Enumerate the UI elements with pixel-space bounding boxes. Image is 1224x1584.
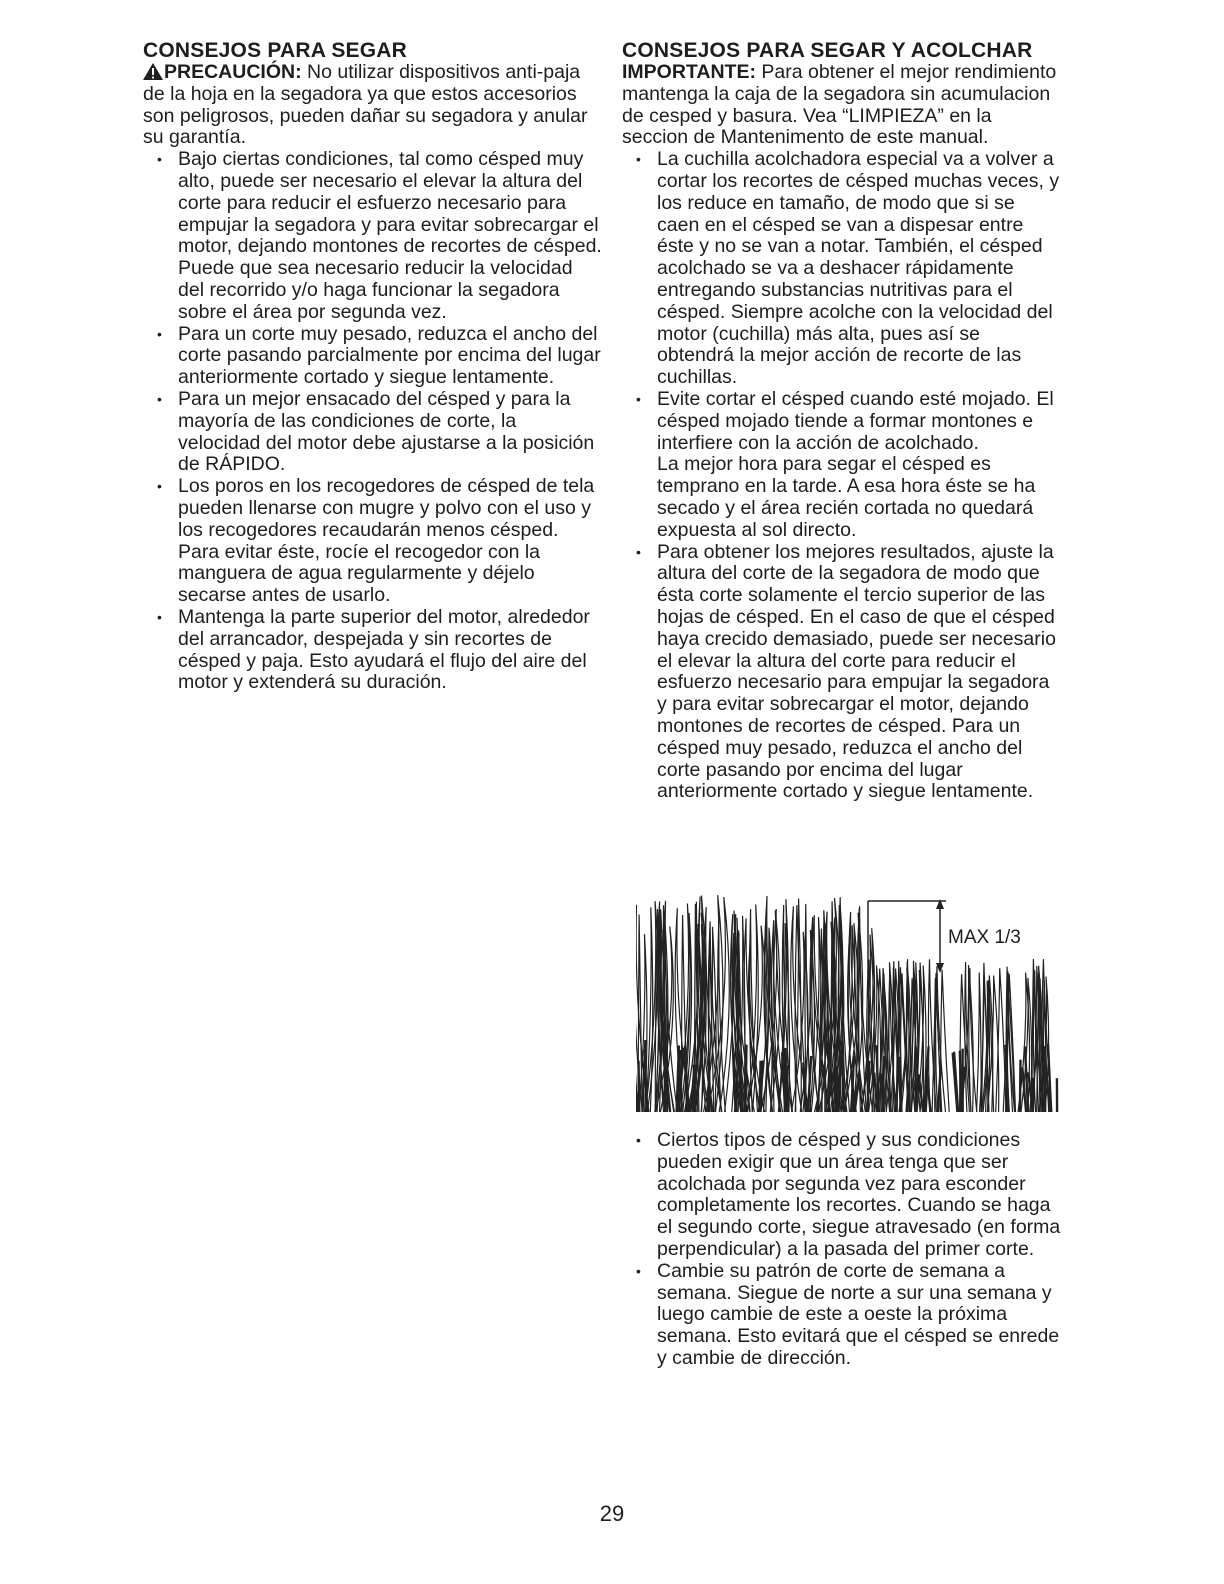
page-number: 29	[599, 1501, 625, 1526]
max-one-third-label: MAX 1/3	[948, 927, 1021, 948]
important-text: Para obtener el mejor rendimiento mantenga la caja de la segadora sin acumulacion de cesped y basura. Vea “LIMPIEZA” en la seccion de Mantenimento de este manual.	[622, 61, 1057, 149]
right-column	[622, 40, 1062, 803]
bullet-icon: •	[636, 1132, 641, 1148]
list-item	[143, 149, 603, 323]
left-column	[143, 40, 603, 694]
section-heading-mulching-tips: CONSEJOS PARA SEGAR Y ACOLCHAR	[622, 39, 1033, 62]
list-item-text: Para un corte muy pesado, reduzca el ancho del corte pasando parcialmente por encima del lugar anteriormente cortado y siegue lentamente.	[178, 322, 601, 389]
right-column-lower	[622, 1130, 1062, 1370]
bullet-icon: •	[157, 151, 162, 168]
grass-base-stroke	[664, 1044, 665, 1112]
bullet-icon: •	[636, 390, 641, 407]
grass-blade	[940, 970, 949, 1112]
grass-base-stroke	[733, 1054, 736, 1112]
list-item-text: Mantenga la parte superior del motor, alrededor del arrancador, despejada y sin recortes de césped y paja. Esto ayudará el flujo del aire del motor y extenderá su duración.	[178, 605, 590, 694]
list-item	[622, 1130, 1062, 1261]
grass-base-stroke	[881, 1074, 883, 1113]
list-item	[143, 607, 603, 694]
grass-base-stroke	[745, 1045, 746, 1112]
list-item	[622, 1261, 1062, 1370]
list-item-text: Para un mejor ensacado del césped y para la mayoría de las condiciones de corte, la velocidad del motor debe ajustarse a la posición de RÁPIDO.	[178, 387, 595, 476]
list-item-text: Bajo ciertas condiciones, tal como césped muy alto, puede ser necesario el elevar la altura del corte para reducir el esfuerzo necesario para empujar la segadora y para evitar sobrecargar el motor, dejando montones de recortes de césped. Puede que sea necesario reducir la velocidad del recorrido y/o haga funcionar la segadora sobre el área por segunda vez.	[178, 148, 602, 323]
left-bullet-list	[143, 149, 603, 694]
right-bullet-list-lower	[622, 1130, 1062, 1370]
list-item	[622, 389, 1062, 542]
right-bullet-list	[622, 149, 1062, 803]
warning-triangle-icon	[143, 63, 163, 80]
list-item	[622, 149, 1062, 389]
list-item	[622, 542, 1062, 804]
bullet-icon: •	[157, 390, 162, 407]
caution-paragraph	[143, 62, 603, 149]
bullet-icon: •	[157, 325, 162, 342]
list-item-text: Ciertos tipos de césped y sus condiciones pueden exigir que un área tenga que ser acolchada por segunda vez para esconder completamente los recortes. Cuando se haga el segundo corte, siegue atravesado (en forma perpendicular) a la pasada del primer corte.	[657, 1129, 1061, 1260]
list-item-text: La mejor hora para segar el césped es temprano en la tarde. A esa hora éste se ha secado y el área recién cortada no quedará expuesta al sol directo.	[657, 453, 1036, 541]
list-item	[143, 476, 603, 607]
important-label: IMPORTANTE:	[622, 61, 756, 83]
caution-label: PRECAUCIÓN:	[164, 61, 302, 83]
list-item	[143, 389, 603, 476]
grass-height-illustration	[636, 889, 1062, 1112]
bullet-icon: •	[636, 1262, 641, 1279]
bullet-icon: •	[157, 608, 162, 625]
bullet-icon: •	[636, 151, 641, 168]
bullet-icon: •	[157, 478, 162, 495]
list-item	[143, 324, 603, 389]
grass-base-stroke	[1020, 1060, 1021, 1112]
grass-base-stroke	[1045, 1046, 1046, 1112]
grass-base-stroke	[760, 1061, 761, 1112]
list-item-text: Evite cortar el césped cuando esté mojado. El césped mojado tiende a formar montones e interfiere con la acción de acolchado.	[657, 387, 1054, 454]
list-item-text: Para obtener los mejores resultados, ajuste la altura del corte de la segadora de modo que ésta corte solamente el tercio superior de las hojas de césped. En el caso de que el césped haya crecido demasiado, puede ser necesario el elevar la altura del corte para reducir el esfuerzo necesario para empujar la segadora y para evitar sobrecargar el motor, dejando montones de recortes de césped. Para un césped muy pesado, reduzca el ancho del corte pasando por encima del lugar anteriormente cortado y siegue lentamente.	[657, 540, 1056, 803]
grass-base-stroke	[636, 1077, 638, 1112]
grass-base-stroke	[787, 1065, 788, 1112]
section-heading-mowing-tips: CONSEJOS PARA SEGAR	[143, 39, 408, 62]
bullet-icon: •	[636, 543, 641, 560]
caution-text: No utilizar dispositivos anti-paja de la hoja en la segadora ya que estos accesorios son peligrosos, pueden dañar su segadora y anular su garantía.	[143, 61, 588, 149]
list-item-text: La cuchilla acolchadora especial va a volver a cortar los recortes de césped muchas veces, y los reduce en tamaño, de modo que si se caen en el césped se van a dispesar entre éste y no se van a notar. También, el césped acolchado se va a deshacer rápidamente entregando substancias nutritivas para el césped. Siempre acolche con la velocidad del motor (cuchilla) más alta, pues así se obtendrá la mejor acción de recorte de las cuchillas.	[657, 148, 1060, 389]
important-paragraph	[622, 62, 1062, 149]
list-item-text: Los poros en los recogedores de césped de tela pueden llenarse con mugre y polvo con el uso y los recogedores recaudarán menos césped. Para evitar éste, rocíe el recogedor con la manguera de agua regularmente y déjelo secarse antes de usarlo.	[178, 475, 595, 607]
grass-base-stroke	[639, 1061, 640, 1112]
list-item-text: Cambie su patrón de corte de semana a semana. Siegue de norte a sur una semana y luego cambie de este a oeste la próxima semana. Esto evitará que el césped se enrede y cambie de dirección.	[657, 1259, 1060, 1369]
